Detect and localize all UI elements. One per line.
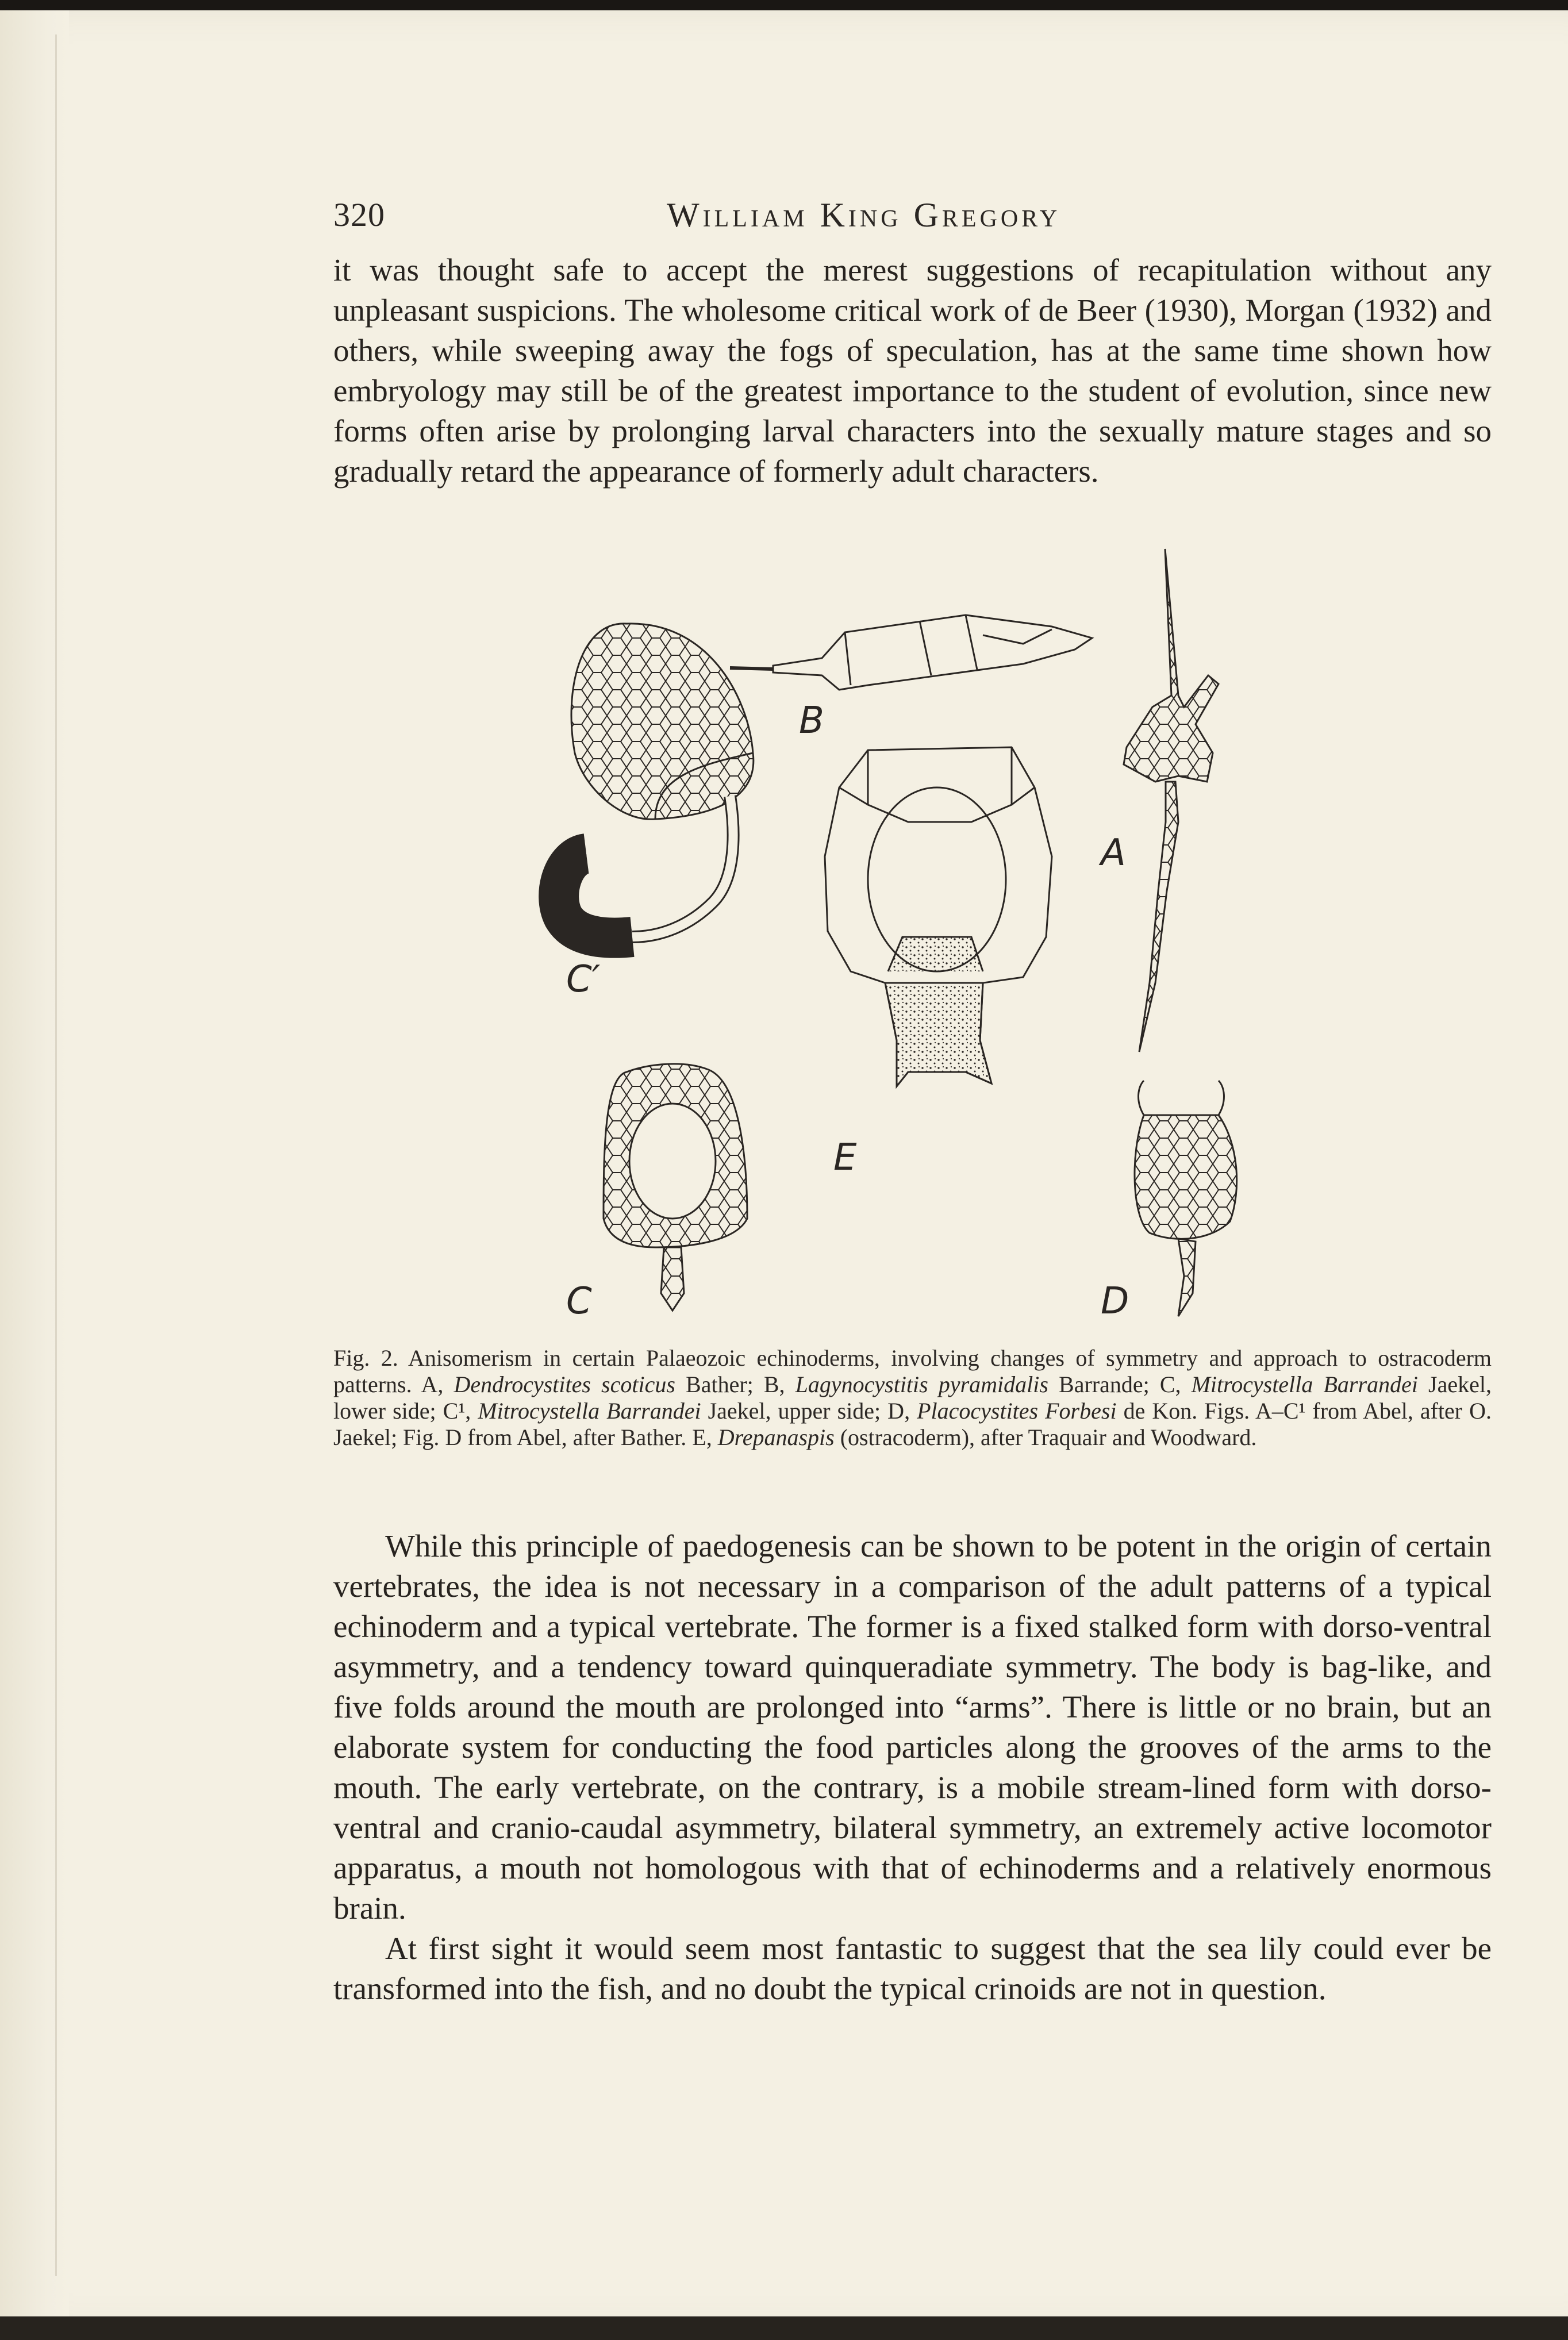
specimen-d-drawing (1135, 1081, 1237, 1316)
caption-text: (ostracoderm), after Traquair and Woodward. (834, 1424, 1257, 1450)
label-a: A (1101, 832, 1126, 874)
caption-taxon: Mitrocystella Barrandei (478, 1398, 701, 1424)
figure-drawing (333, 535, 1492, 1334)
gutter-fold (55, 34, 57, 2276)
caption-taxon: Placocystites Forbesi (917, 1398, 1117, 1424)
specimen-c-drawing (604, 1064, 747, 1311)
specimen-a-drawing (1124, 549, 1219, 1052)
running-head (333, 195, 1492, 247)
scan-edge (0, 2316, 1568, 2340)
label-d: D (1101, 1280, 1129, 1323)
specimen-b-drawing (730, 615, 1092, 690)
figure-echinoderms (333, 535, 1492, 1334)
label-e: E (833, 1136, 857, 1179)
page-number: 320 (333, 196, 385, 233)
caption-fig-number: Fig. 2. (333, 1345, 398, 1371)
caption-text: Jaekel, lower side; C¹, (333, 1371, 1492, 1424)
label-b: B (799, 700, 824, 742)
caption-taxon: Drepanaspis (717, 1424, 835, 1450)
page-gutter (0, 10, 69, 2327)
paragraph-3: At first sight it would seem most fantastic to suggest that the sea lily could ever be transformed into the fish, and no doubt the typical crinoids are not in question. (333, 1931, 1492, 2006)
paragraph-2: While this principle of paedogenesis can be shown to be potent in the origin of certain vertebrates, the idea is not necessary in a comparison of the adult patterns of a typical echinoderm and a typical vertebrate. The former is a fixed stalked form with dorso-ventral asymmetry, and a tendency toward quinqueradiate symmetry. The body is bag-like, and five folds around the mouth are prolonged into “arms”. There is little or no brain, but an elaborate system for conducting the food particles along the grooves of the arms to the mouth. The early vertebrate, on the contrary, is a mobile stream-lined form with dorso-ventral and cranio-caudal asymmetry, bilateral symmetry, an extremely active locomotor apparatus, a mouth not homologous with that of echinoderms and a relatively enormous brain. (333, 1528, 1492, 1926)
figure-caption (333, 1345, 1492, 1451)
caption-taxon: Lagynocystitis pyramidalis (795, 1371, 1048, 1397)
caption-text: Barrande; C, (1048, 1371, 1192, 1397)
specimen-c1-drawing (559, 624, 754, 938)
caption-taxon: Mitrocystella Barrandei (1191, 1371, 1418, 1397)
caption-text: Anisomerism in certain Palaeozoic echinoderms, involving changes of symmetry and approach to ostracoderm patterns. A, (333, 1345, 1492, 1397)
specimen-e-drawing (825, 747, 1052, 1086)
caption-text: Jaekel, upper side; D, (701, 1398, 917, 1424)
paragraph-1: it was thought safe to accept the merest suggestions of recapitulation without any unpleasant suspicions. The wholesome critical work of de Beer (1930), Morgan (1932) and others, while sweeping away the fogs of speculation, has at the same time shown how embryology may still be of the greatest importance to the student of evolution, since new forms often arise by prolonging larval characters into the sexually mature stages and so gradually retard the appearance of formerly adult characters. (333, 252, 1492, 489)
running-head-author: William King Gregory (667, 196, 1061, 234)
caption-taxon: Dendrocystites scoticus (454, 1371, 675, 1397)
caption-text: de Kon. Figs. A–C¹ from Abel, after O. Jaekel; Fig. D from Abel, after Bather. E, (333, 1398, 1492, 1450)
caption-text: Bather; B, (675, 1371, 795, 1397)
label-c1: C′ (566, 958, 601, 1001)
label-c: C (566, 1280, 592, 1323)
